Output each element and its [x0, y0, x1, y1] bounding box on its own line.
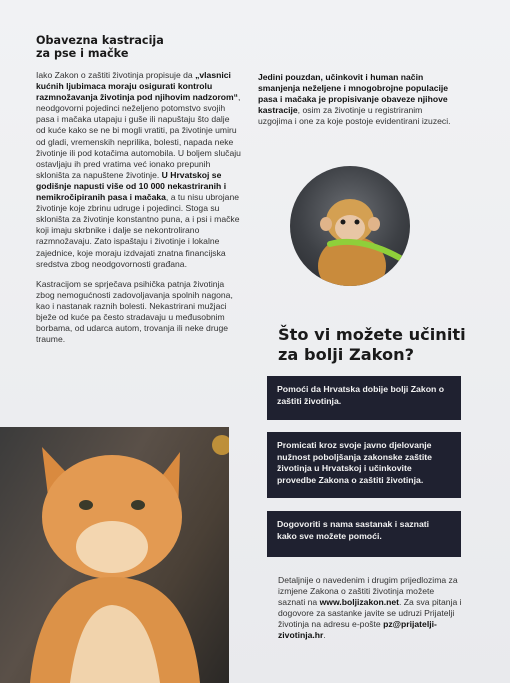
p1-text-a: Iako Zakon o zaštiti životinja propisuje da	[36, 70, 196, 80]
paragraph-1	[36, 70, 241, 270]
footer-text-c: .	[323, 630, 326, 641]
p1-text-e: , a tu nisu ubrojane životinje koje zbrinu udruge i pojedinci. Stoga su skloništa za životinje konstantno puna, a i psi i mačke koji imaju skrbnike i dalje se nekontrolirano razmnožavaju. Zato ispaštaju i životinje i lokalne zajednice, koje moraju izdvajati znatna financijska sredstva zbog neodgovornosti građana.	[36, 192, 240, 269]
heading-line-1: Obavezna kastracija	[36, 34, 164, 47]
footer-text-a: Detaljnije o navedenim i drugim prijedlozima za izmjene Zakona o zaštiti životinja možete saznati na	[278, 575, 458, 608]
p1-bold-stat: U Hrvatskoj se godišnje napusti više od 10 000 nekastriranih i nemikročipiranih pasa i mačaka	[36, 169, 227, 203]
action-box-2: Promicati kroz svoje javno djelovanje nužnost poboljšanja zakonske zaštite životinja u Hrvatskoj i učinkovite provedbe Zakona o zaštiti životinja.	[267, 432, 461, 498]
cat-photo	[0, 427, 229, 683]
action-box-1: Pomoći da Hrvatska dobije bolji Zakon o zaštiti životinja.	[267, 376, 461, 420]
section-heading	[36, 34, 241, 60]
p1-bold-quote: „vlasnici kućnih ljubimaca moraju osigurati kontrolu razmnožavanja životinja pod njihovim nadzorom“	[36, 70, 238, 103]
heading-line-2: za pse i mačke	[36, 47, 129, 60]
action-box-3: Dogovoriti s nama sastanak i saznati kako sve možete pomoći.	[267, 511, 461, 557]
intro-bold: Jedini pouzdan, učinkovit i human način smanjenja neželjene i mnogobrojne populacije pasa i mačaka je propisivanje obaveze njihove kastracije	[258, 72, 449, 116]
footer-contact	[278, 575, 463, 642]
paragraph-2: Kastracijom se sprječava psihička patnja životinja zbog nemogućnosti zadovoljavanja spolnih nagona, kao i nastanak raznih bolesti. Nekastrirani mužjaci bježe od kuće pa često stradavaju u međusobnim borbama, od udarca autom, trovanja ili neke druge traume.	[36, 278, 233, 345]
monkey-illustration	[290, 166, 410, 286]
left-column	[36, 34, 241, 345]
website-link[interactable]: www.boljizakon.net	[319, 597, 399, 608]
cat-illustration	[0, 427, 229, 683]
call-to-action-heading: Što vi možete učiniti za bolji Zakon?	[278, 325, 466, 364]
footer-text-b: . Za sva pitanja i dogovore za sastanke javite se udruzi Prijatelji životinja na adresu e-pošte	[278, 597, 462, 630]
intro-paragraph	[258, 72, 458, 127]
monkey-photo	[290, 166, 410, 286]
email-link[interactable]: pz@prijatelji-zivotinja.hr	[278, 619, 437, 641]
p1-text-c: , neodgovorni pojedinci neželjeno potomstvo svojih pasa i mačaka utapaju i guše ili napuštaju što dalje od kuće kako se ne bi mogli vratiti, pa životinje umiru od gladi, vremenskih neprilika, bolesti, napada neke životinje ili pod kotačima automobila. U boljem slučaju ostavljaju ih pred vratima već ionako prepunih skloništa za napuštene životinje.	[36, 92, 241, 180]
intro-rest: , osim za životinje u registriranim uzgojima i one za koje postoje evidentirani izuzeci.	[258, 105, 451, 127]
